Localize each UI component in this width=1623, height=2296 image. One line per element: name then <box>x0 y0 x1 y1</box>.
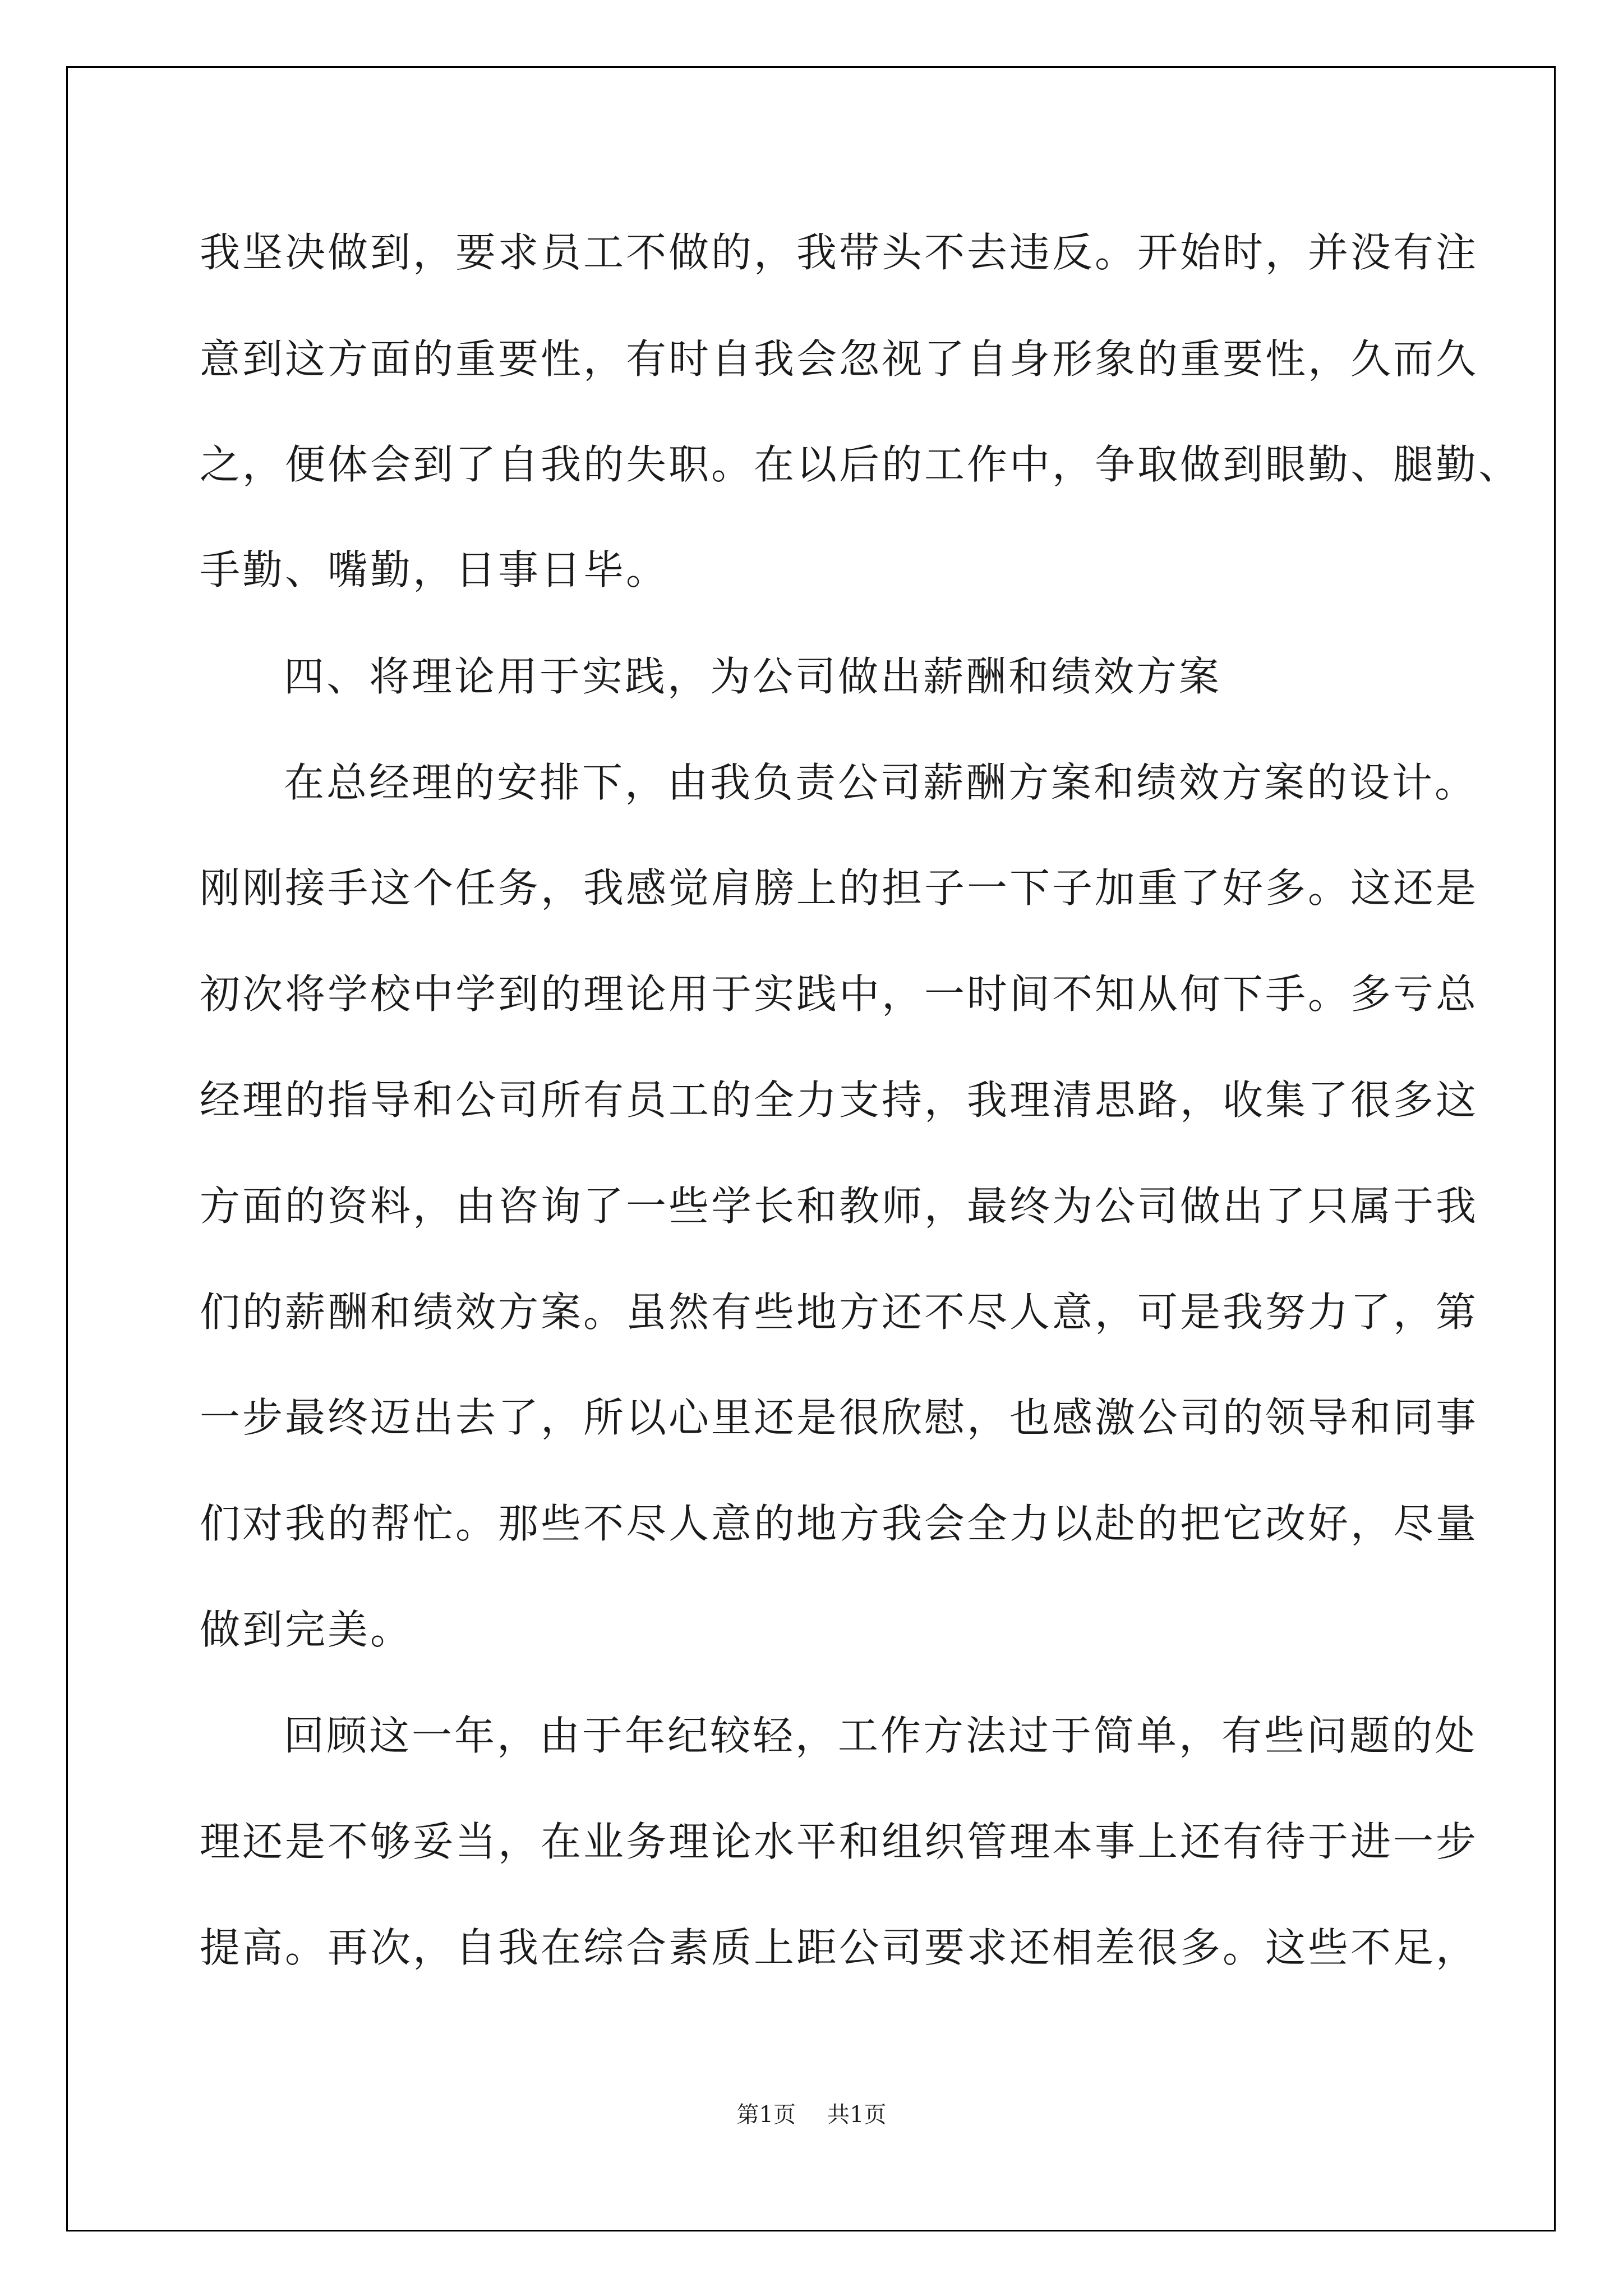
text-line: 理还是不够妥当，在业务理论水平和组织管理本事上还有待于进一步 <box>200 1818 1479 1865</box>
text-line: 之，便体会到了自我的失职。在以后的工作中，争取做到眼勤、腿勤、 <box>200 441 1521 488</box>
text-line: 提高。再次，自我在综合素质上距公司要求还相差很多。这些不足， <box>200 1924 1479 1971</box>
text-line: 做到完美。 <box>200 1606 413 1653</box>
text-line: 经理的指导和公司所有员工的全力支持，我理清思路，收集了很多这 <box>200 1076 1479 1124</box>
text-line: 刚刚接手这个任务，我感觉肩膀上的担子一下子加重了好多。这还是 <box>200 864 1479 912</box>
page-total: 共1页 <box>827 2102 887 2128</box>
text-line: 们对我的帮忙。那些不尽人意的地方我会全力以赴的把它改好，尽量 <box>200 1500 1479 1547</box>
text-line: 方面的资料，由咨询了一些学长和教师，最终为公司做出了只属于我 <box>200 1182 1479 1230</box>
text-line: 我坚决做到，要求员工不做的，我带头不去违反。开始时，并没有注 <box>200 229 1479 276</box>
page-number: 第1页 <box>736 2102 796 2128</box>
text-line: 在总经理的安排下，由我负责公司薪酬方案和绩效方案的设计。 <box>284 759 1478 806</box>
page-footer <box>0 2098 1623 2132</box>
text-line: 意到这方面的重要性，有时自我会忽视了自身形象的重要性，久而久 <box>200 335 1479 383</box>
text-line: 手勤、嘴勤，日事日毕。 <box>200 546 669 593</box>
text-line: 一步最终迈出去了，所以心里还是很欣慰，也感激公司的领导和同事 <box>200 1394 1479 1441</box>
text-line: 回顾这一年，由于年纪较轻，工作方法过于简单，有些问题的处 <box>284 1712 1478 1759</box>
text-line: 们的薪酬和绩效方案。虽然有些地方还不尽人意，可是我努力了，第 <box>200 1289 1479 1336</box>
page-border <box>66 66 1556 2231</box>
text-line: 初次将学校中学到的理论用于实践中，一时间不知从何下手。多亏总 <box>200 970 1479 1018</box>
section-heading: 四、将理论用于实践，为公司做出薪酬和绩效方案 <box>284 653 1222 700</box>
